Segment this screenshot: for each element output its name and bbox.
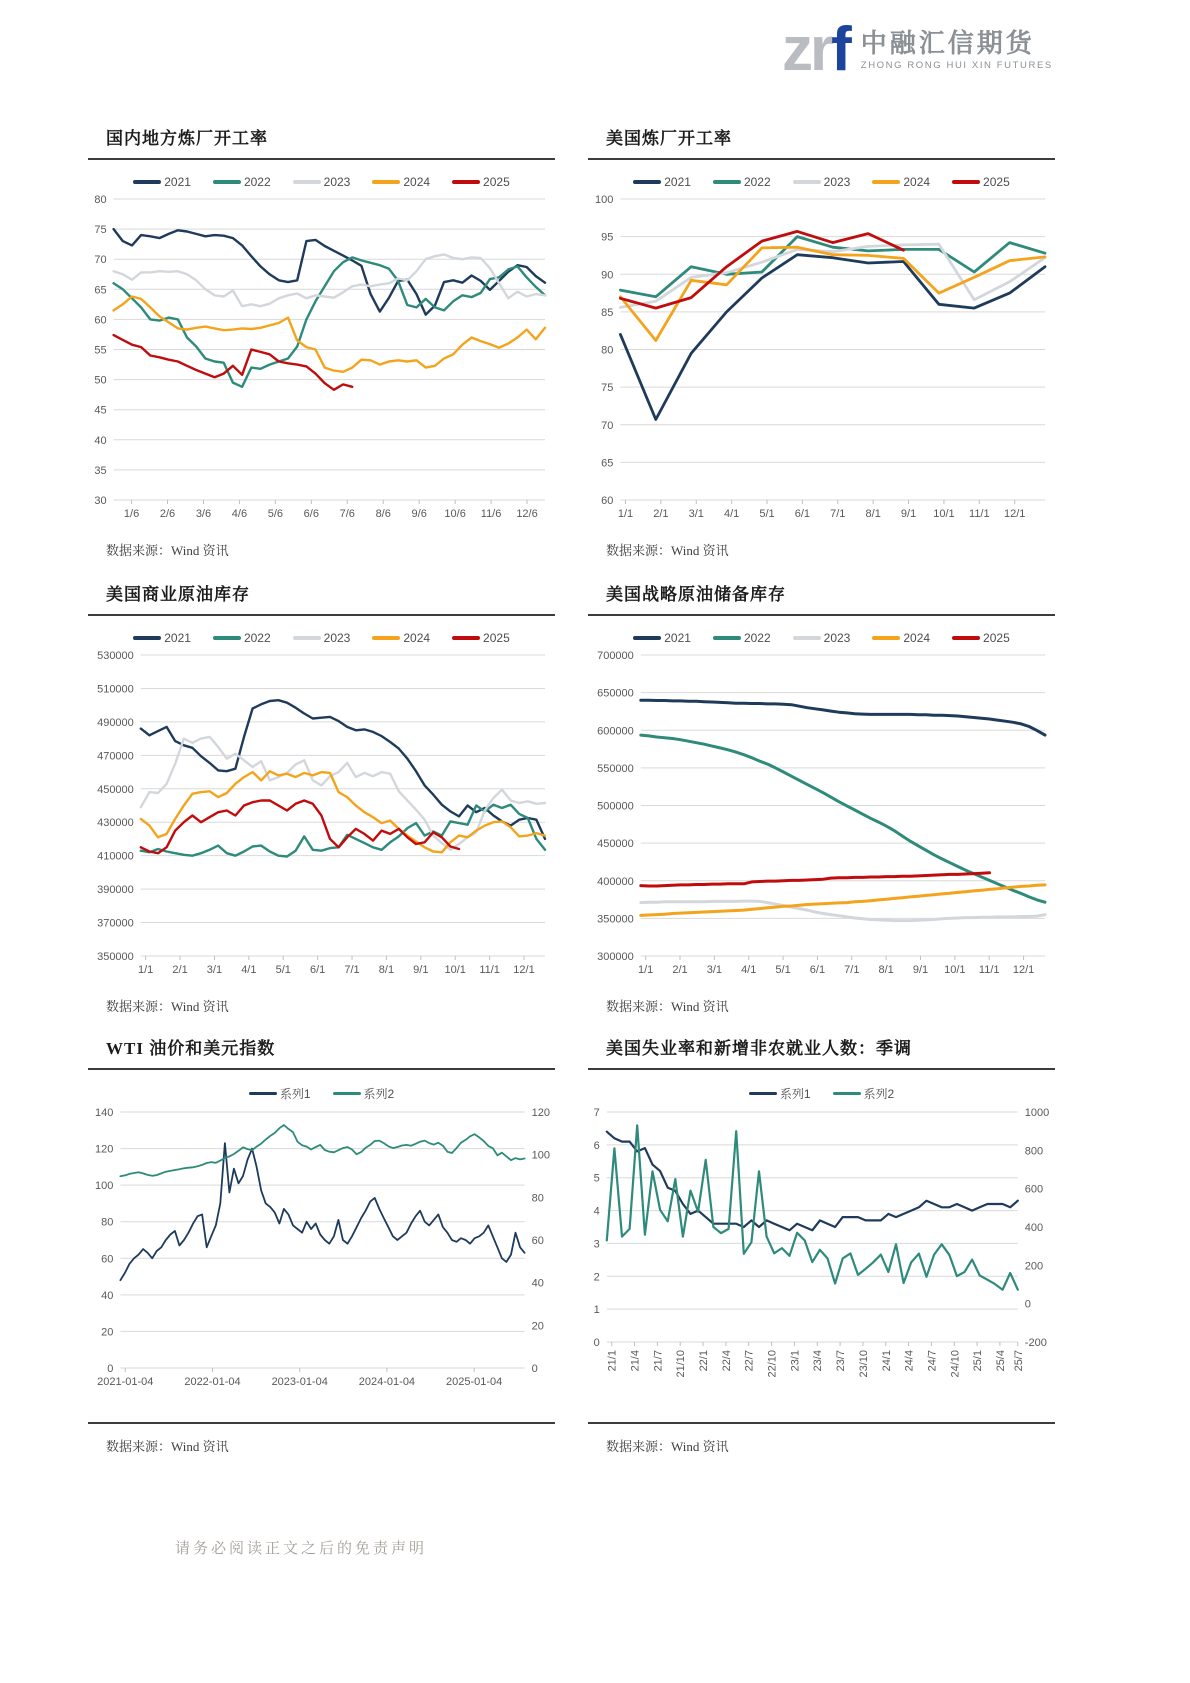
title-divider: [588, 1068, 1055, 1070]
legend-swatch: [713, 180, 741, 184]
legend-item: [293, 175, 351, 189]
x-axis-label: 10/1: [933, 508, 955, 520]
y-axis-label: 7: [593, 1107, 600, 1119]
y-axis-label: 6: [593, 1139, 600, 1152]
x-axis-label: 3/1: [706, 964, 723, 976]
series-line-系列2: [120, 1125, 524, 1176]
x-axis-label: 21/7: [652, 1350, 665, 1372]
x-axis-label: 23/1: [789, 1350, 802, 1372]
x-axis-label: 2021-01-04: [97, 1376, 154, 1388]
chart-title: WTI 油价和美元指数: [106, 1039, 276, 1058]
y-axis-label: 140: [95, 1107, 114, 1119]
legend-swatch: [633, 180, 661, 184]
legend-swatch: [749, 1092, 777, 1096]
y-axis-label: 450000: [97, 783, 134, 796]
legend-label: 2025: [483, 631, 510, 645]
y-axis-label: 600000: [597, 725, 634, 738]
x-axis-label: 10/1: [944, 964, 966, 976]
legend-item: [713, 631, 771, 645]
legend-swatch: [213, 636, 241, 640]
x-axis-label: 5/1: [775, 964, 791, 976]
legend-swatch: [372, 180, 400, 184]
legend-item: [133, 175, 191, 189]
chart-panel-us-commercial-crude-stocks: [88, 580, 555, 1015]
legend-label: 2023: [323, 631, 351, 645]
title-divider: [88, 158, 555, 160]
legend-label: 系列1: [779, 1087, 811, 1101]
legend-label: 2024: [903, 631, 931, 645]
chart-panel-domestic-refinery-run-rate: [88, 124, 555, 559]
logo-mark: [782, 15, 849, 84]
chart-panel-us-refinery-run-rate: [588, 124, 1055, 559]
x-axis-label: 6/6: [303, 508, 319, 520]
y-axis-label: 430000: [97, 817, 134, 830]
legend-item: [452, 175, 510, 189]
x-axis-label: 2/1: [672, 964, 688, 976]
x-axis-label: 12/1: [1012, 964, 1035, 976]
title-divider: [88, 1068, 555, 1070]
x-axis-label: 23/4: [812, 1350, 825, 1372]
x-axis-label: 8/1: [378, 964, 395, 976]
y2-axis-label: 100: [531, 1149, 550, 1162]
legend-item: [372, 631, 430, 645]
y-axis-label: 4: [593, 1205, 600, 1218]
x-axis-label: 2/6: [159, 508, 176, 520]
y-axis-label: 470000: [97, 750, 134, 763]
data-source: 数据来源：Wind 资讯: [606, 999, 729, 1014]
y-axis-label: 2: [593, 1271, 600, 1284]
legend-swatch: [293, 636, 321, 640]
x-axis-label: 2/1: [653, 508, 669, 520]
x-axis-label: 9/1: [413, 964, 429, 976]
y-axis-label: 60: [101, 1253, 114, 1266]
legend-label: 系列2: [863, 1087, 895, 1101]
line-chart: [88, 647, 555, 982]
x-axis-label: 25/7: [1012, 1350, 1025, 1372]
legend-swatch: [452, 636, 480, 640]
x-axis-label: 10/6: [444, 508, 466, 520]
y-axis-label: 80: [94, 194, 107, 206]
y-axis-label: 500000: [597, 800, 634, 813]
chart-legend: [588, 175, 1055, 189]
data-source: 数据来源：Wind 资讯: [106, 543, 229, 558]
x-axis-label: 2/1: [172, 964, 188, 976]
x-axis-label: 12/1: [1003, 508, 1026, 520]
x-axis-label: 3/6: [195, 508, 212, 520]
title-divider: [588, 158, 1055, 160]
y2-axis-label: 0: [531, 1363, 538, 1375]
x-axis-label: 6/1: [309, 964, 326, 976]
y-axis-label: 80: [601, 344, 614, 357]
x-axis-label: 24/10: [949, 1350, 962, 1378]
y-axis-label: 650000: [597, 687, 634, 700]
series-line-系列2: [607, 1125, 1018, 1289]
legend-label: 2024: [403, 631, 431, 645]
y-axis-label: 100: [595, 194, 614, 206]
legend-label: 2022: [743, 631, 771, 645]
x-axis-label: 23/7: [835, 1350, 848, 1372]
series-line-2021: [141, 700, 545, 839]
legend-label: 2023: [323, 175, 351, 189]
x-axis-label: 7/6: [339, 508, 355, 520]
x-axis-label: 7/1: [830, 508, 846, 520]
chart-panel-us-spr-stocks: [588, 580, 1055, 1015]
series-line-2024: [641, 885, 1045, 916]
legend-label: 2024: [903, 175, 931, 189]
line-chart: [88, 191, 555, 526]
legend-item: [333, 1085, 395, 1102]
legend-item: [713, 175, 771, 189]
y-axis-label: 490000: [97, 716, 134, 729]
legend-label: 2023: [823, 631, 851, 645]
legend-swatch: [133, 180, 161, 184]
legend-item: [633, 631, 691, 645]
series-line-2021: [620, 255, 1045, 420]
y-axis-label: 550000: [597, 762, 634, 775]
x-axis-label: 4/1: [241, 964, 257, 976]
x-axis-label: 4/1: [723, 508, 740, 520]
y2-axis-label: 20: [531, 1320, 544, 1333]
x-axis-label: 21/1: [606, 1350, 619, 1372]
chart-legend: [88, 175, 555, 189]
y-axis-label: 70: [601, 419, 614, 432]
dual-axis-line-chart: [588, 1104, 1055, 1394]
x-axis-label: 8/1: [865, 508, 881, 520]
legend-label: 2025: [483, 175, 510, 189]
legend-swatch: [952, 180, 980, 184]
legend-label: 2021: [164, 175, 191, 189]
x-axis-label: 25/1: [972, 1350, 985, 1372]
logo-names: [861, 29, 1053, 71]
legend-label: 2021: [164, 631, 191, 645]
x-axis-label: 5/6: [267, 508, 284, 520]
legend-label: 2022: [243, 631, 271, 645]
line-chart: [588, 647, 1055, 982]
legend-item: [793, 631, 851, 645]
x-axis-label: 24/1: [880, 1350, 893, 1372]
x-axis-label: 22/4: [720, 1350, 733, 1372]
y-axis-label: 60: [94, 314, 107, 327]
company-name-cn: 中融汇信期货: [860, 28, 1035, 58]
legend-item: [213, 631, 271, 645]
legend-label: 2021: [664, 631, 691, 645]
legend-label: 2023: [823, 175, 851, 189]
x-axis-label: 3/1: [206, 964, 223, 976]
legend-swatch: [633, 636, 661, 640]
y-axis-label: 400000: [597, 875, 634, 888]
y2-axis-label: 600: [1024, 1183, 1044, 1196]
y-axis-label: 0: [593, 1337, 600, 1349]
y-axis-label: 95: [601, 231, 614, 244]
y-axis-label: 370000: [97, 917, 134, 930]
company-name-en: ZHONG RONG HUI XIN FUTURES: [860, 60, 1053, 71]
chart-title: 美国炼厂开工率: [606, 129, 732, 148]
x-axis-label: 5/1: [759, 508, 775, 520]
y-axis-label: 90: [601, 269, 614, 282]
x-axis-label: 24/4: [903, 1350, 916, 1372]
y-axis-label: 100: [95, 1180, 114, 1193]
title-divider: [588, 614, 1055, 616]
y2-axis-label: -200: [1024, 1337, 1047, 1349]
legend-item: [452, 631, 510, 645]
legend-swatch: [793, 180, 821, 184]
x-axis-label: 22/10: [766, 1350, 779, 1378]
series-line-2022: [114, 257, 545, 386]
legend-item: [872, 631, 930, 645]
x-axis-label: 8/6: [375, 508, 391, 520]
y-axis-label: 35: [94, 464, 107, 477]
y-axis-label: 450000: [597, 838, 634, 851]
legend-item: [749, 1085, 811, 1102]
y-axis-label: 40: [94, 434, 107, 447]
legend-label: 系列1: [279, 1087, 311, 1101]
y-axis-label: 70: [94, 254, 107, 267]
legend-item: [249, 1085, 311, 1102]
x-axis-label: 6/1: [794, 508, 811, 520]
data-source: 数据来源：Wind 资讯: [606, 543, 729, 558]
chart-legend: [588, 631, 1055, 645]
chart-title: 美国商业原油库存: [106, 585, 250, 604]
x-axis-label: 1/1: [138, 964, 154, 976]
x-axis-label: 4/6: [231, 508, 248, 520]
y-axis-label: 65: [601, 457, 614, 470]
x-axis-label: 7/1: [344, 964, 360, 976]
legend-item: [633, 175, 691, 189]
x-axis-label: 11/1: [969, 508, 990, 520]
x-axis-label: 10/1: [444, 964, 466, 976]
dual-axis-line-chart: [88, 1104, 555, 1394]
legend-label: 2024: [403, 175, 431, 189]
legend-item: [213, 175, 271, 189]
legend-label: 2022: [243, 175, 271, 189]
legend-swatch: [793, 636, 821, 640]
y2-axis-label: 400: [1024, 1222, 1044, 1234]
x-axis-label: 12/1: [513, 964, 535, 976]
x-axis-label: 23/10: [857, 1350, 870, 1378]
legend-item: [833, 1085, 895, 1102]
y-axis-label: 1: [593, 1304, 600, 1317]
x-axis-label: 2023-01-04: [271, 1376, 328, 1388]
y2-axis-label: 40: [531, 1277, 544, 1290]
chart-panel-us-unemployment-nonfarm-payrolls: [588, 1034, 1055, 1455]
y-axis-label: 0: [107, 1363, 114, 1375]
y-axis-label: 80: [101, 1216, 114, 1229]
y-axis-label: 65: [94, 284, 107, 297]
y-axis-label: 60: [601, 495, 614, 507]
y-axis-label: 410000: [97, 850, 134, 863]
chart-legend: [88, 1085, 555, 1102]
y2-axis-label: 80: [531, 1192, 544, 1205]
y-axis-label: 20: [101, 1326, 114, 1339]
x-axis-label: 9/1: [900, 508, 917, 520]
legend-swatch: [952, 636, 980, 640]
x-axis-label: 6/1: [809, 964, 826, 976]
legend-item: [793, 175, 851, 189]
x-axis-label: 2024-01-04: [358, 1376, 416, 1388]
y2-axis-label: 60: [531, 1235, 544, 1247]
y-axis-label: 5: [593, 1172, 600, 1185]
x-axis-label: 22/1: [698, 1350, 711, 1372]
x-axis-label: 8/1: [878, 964, 894, 976]
y-axis-label: 75: [94, 224, 107, 237]
legend-label: 2025: [983, 175, 1010, 189]
x-axis-label: 1/1: [638, 964, 654, 976]
legend-item: [952, 175, 1010, 189]
y-axis-label: 75: [601, 382, 614, 395]
y2-axis-label: 120: [531, 1107, 550, 1119]
y2-axis-label: 200: [1024, 1260, 1044, 1273]
legend-label: 2022: [743, 175, 771, 189]
y2-axis-label: 800: [1024, 1145, 1044, 1158]
y-axis-label: 55: [94, 344, 107, 357]
data-source: 数据来源：Wind 资讯: [106, 999, 229, 1014]
legend-swatch: [372, 636, 400, 640]
x-axis-label: 21/10: [675, 1350, 688, 1378]
line-chart: [588, 191, 1055, 526]
legend-item: [372, 175, 430, 189]
legend-label: 系列2: [363, 1087, 395, 1101]
legend-item: [293, 631, 351, 645]
x-axis-label: 11/6: [480, 508, 502, 520]
legend-item: [872, 175, 930, 189]
y-axis-label: 85: [601, 306, 614, 319]
y-axis-label: 510000: [97, 683, 134, 696]
legend-swatch: [713, 636, 741, 640]
legend-swatch: [133, 636, 161, 640]
chart-title: 国内地方炼厂开工率: [106, 129, 268, 148]
legend-label: 2025: [983, 631, 1010, 645]
y-axis-label: 530000: [97, 650, 134, 662]
x-axis-label: 22/7: [743, 1350, 756, 1372]
y-axis-label: 390000: [97, 884, 134, 897]
x-axis-label: 3/1: [688, 508, 704, 520]
series-line-2022: [620, 237, 1045, 297]
x-axis-label: 21/4: [629, 1350, 642, 1372]
legend-item: [133, 631, 191, 645]
x-axis-label: 24/7: [926, 1350, 939, 1372]
y-axis-label: 50: [94, 374, 107, 387]
y-axis-label: 120: [95, 1143, 114, 1156]
legend-swatch: [333, 1092, 361, 1096]
data-source: 数据来源：Wind 资讯: [606, 1439, 729, 1454]
chart-title: 美国战略原油储备库存: [606, 585, 786, 604]
x-axis-label: 4/1: [741, 964, 757, 976]
x-axis-label: 1/6: [123, 508, 140, 520]
panel-bottom-divider: [588, 1422, 1055, 1424]
chart-legend: [88, 631, 555, 645]
y2-axis-label: 0: [1024, 1298, 1031, 1311]
panel-bottom-divider: [88, 1422, 555, 1424]
series-line-2025: [641, 873, 990, 886]
x-axis-label: 9/6: [411, 508, 427, 520]
legend-swatch: [293, 180, 321, 184]
x-axis-label: 5/1: [275, 964, 291, 976]
y-axis-label: 40: [101, 1289, 114, 1302]
y2-axis-label: 1000: [1024, 1107, 1050, 1119]
y-axis-label: 45: [94, 404, 107, 417]
company-logo: [782, 15, 1053, 84]
series-line-2024: [620, 247, 1045, 340]
legend-swatch: [249, 1092, 277, 1096]
legend-swatch: [833, 1092, 861, 1096]
x-axis-label: 2025-01-04: [446, 1376, 503, 1388]
legend-swatch: [213, 180, 241, 184]
series-line-系列1: [120, 1143, 524, 1280]
y-axis-label: 350000: [97, 951, 134, 963]
logo-mark-gray: zr: [782, 15, 832, 84]
legend-label: 2021: [664, 175, 691, 189]
x-axis-label: 25/4: [994, 1350, 1007, 1372]
legend-swatch: [452, 180, 480, 184]
legend-swatch: [872, 636, 900, 640]
x-axis-label: 1/1: [617, 508, 634, 520]
x-axis-label: 9/1: [912, 964, 929, 976]
data-source: 数据来源：Wind 资讯: [106, 1439, 229, 1454]
legend-item: [952, 631, 1010, 645]
x-axis-label: 2022-01-04: [184, 1376, 241, 1388]
y-axis-label: 30: [94, 495, 107, 507]
y-axis-label: 3: [593, 1238, 600, 1251]
x-axis-label: 11/1: [479, 964, 500, 976]
x-axis-label: 11/1: [978, 964, 1000, 976]
x-axis-label: 7/1: [844, 964, 860, 976]
y-axis-label: 350000: [597, 913, 634, 926]
y-axis-label: 300000: [597, 951, 634, 963]
y-axis-label: 700000: [597, 650, 634, 662]
title-divider: [88, 614, 555, 616]
x-axis-label: 12/6: [516, 508, 538, 520]
legend-swatch: [872, 180, 900, 184]
chart-legend: [588, 1085, 1055, 1102]
chart-title: 美国失业率和新增非农就业人数：季调: [606, 1039, 912, 1058]
chart-panel-wti-vs-dollar-index: [88, 1034, 555, 1455]
footer-disclaimer: 请务必阅读正文之后的免责声明: [175, 1541, 428, 1557]
logo-mark-blue: f: [831, 15, 849, 84]
